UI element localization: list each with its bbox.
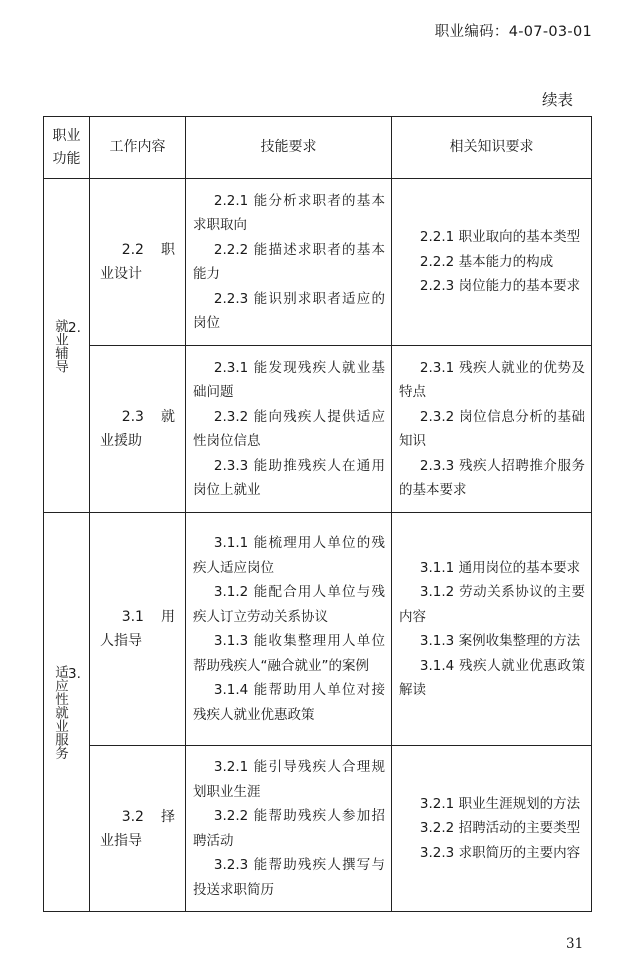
knowledge-cell: 3.1.1 通用岗位的基本要求 3.1.2 劳动关系协议的主要内容 3.1.3 案例收集整理的方法 3.1.4 残疾人就业优惠政策解读: [392, 513, 592, 746]
table-header-row: [44, 117, 592, 179]
work-content-cell: 3.2 择业指导: [90, 746, 186, 912]
table-row: [44, 513, 592, 746]
table-row: [44, 179, 592, 346]
header-function: 职业功能: [44, 117, 90, 179]
function-name: 就业辅导: [52, 318, 69, 373]
function-name: 适应性就业服务: [52, 664, 69, 760]
header-skills: 技能要求: [186, 117, 392, 179]
skills-cell: 3.1.1 能梳理用人单位的残疾人适应岗位 3.1.2 能配合用人单位与残疾人订立劳动关系协议 3.1.3 能收集整理用人单位帮助残疾人“融合就业”的案例 3.1.4 能帮助用人单位对接残疾人就业优惠政策: [186, 513, 392, 746]
function-number: 2.: [68, 319, 81, 336]
skills-table: [43, 116, 592, 912]
table-row: [44, 746, 592, 912]
function-number: 3.: [68, 665, 81, 682]
skills-cell: 2.3.1 能发现残疾人就业基础问题 2.3.2 能向残疾人提供适应性岗位信息 2.3.3 能助推残疾人在通用岗位上就业: [186, 346, 392, 513]
header-knowledge: 相关知识要求: [392, 117, 592, 179]
page-number: 31: [566, 936, 584, 952]
knowledge-cell: 3.2.1 职业生涯规划的方法 3.2.2 招聘活动的主要类型 3.2.3 求职简历的主要内容: [392, 746, 592, 912]
knowledge-cell: 2.2.1 职业取向的基本类型 2.2.2 基本能力的构成 2.2.3 岗位能力的基本要求: [392, 179, 592, 346]
knowledge-cell: 2.3.1 残疾人就业的优势及特点 2.3.2 岗位信息分析的基础知识 2.3.3 残疾人招聘推介服务的基本要求: [392, 346, 592, 513]
function-cell: [44, 179, 90, 513]
header-content: 工作内容: [90, 117, 186, 179]
occupation-code: 职业编码：4-07-03-01: [434, 24, 592, 40]
work-content-cell: 3.1 用人指导: [90, 513, 186, 746]
continued-label: 续表: [541, 91, 573, 109]
table-row: [44, 346, 592, 513]
work-content-cell: 2.2 职业设计: [90, 179, 186, 346]
skills-cell: 2.2.1 能分析求职者的基本求职取向 2.2.2 能描述求职者的基本能力 2.2.3 能识别求职者适应的岗位: [186, 179, 392, 346]
function-cell: [44, 513, 90, 912]
work-content-cell: 2.3 就业援助: [90, 346, 186, 513]
skills-cell: 3.2.1 能引导残疾人合理规划职业生涯 3.2.2 能帮助残疾人参加招聘活动 3.2.3 能帮助残疾人撰写与投送求职简历: [186, 746, 392, 912]
